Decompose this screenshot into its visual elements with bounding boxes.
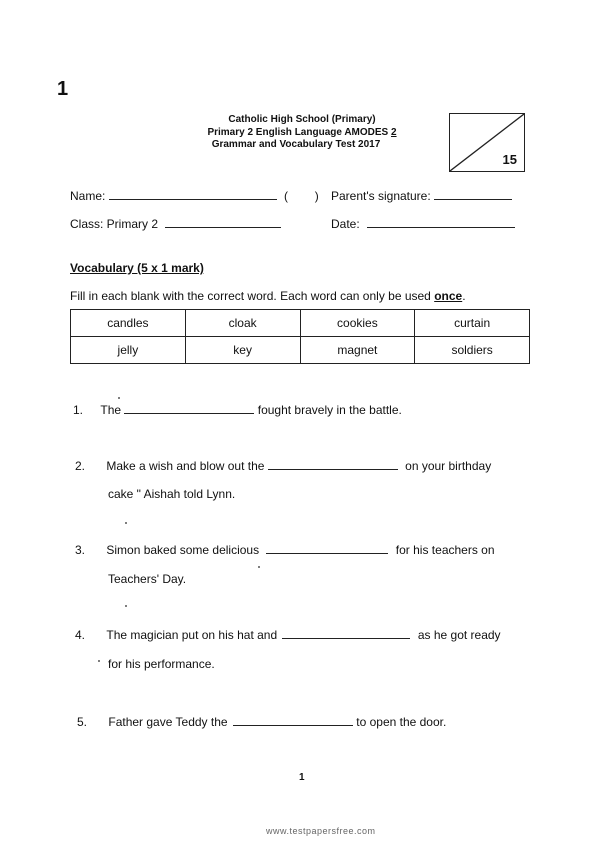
question-4 bbox=[75, 628, 501, 642]
answer-blank-3[interactable] bbox=[266, 543, 388, 554]
school-name: Catholic High School (Primary) bbox=[228, 114, 376, 125]
question-text-before: Simon baked some delicious bbox=[106, 543, 260, 557]
question-3 bbox=[75, 543, 495, 557]
scan-speck bbox=[118, 397, 120, 399]
word-bank-cell: soldiers bbox=[415, 337, 530, 364]
question-text-after: to open the door. bbox=[356, 715, 447, 729]
question-number: 2. bbox=[75, 459, 86, 473]
question-2 bbox=[75, 459, 491, 473]
word-bank-cell: key bbox=[185, 337, 300, 364]
name-label: Name: bbox=[70, 189, 106, 203]
instruction bbox=[70, 289, 466, 303]
question-text-before: The bbox=[100, 403, 122, 417]
question-2-continued: cake " Aishah told Lynn. bbox=[108, 487, 236, 501]
question-1 bbox=[73, 403, 402, 417]
name-field[interactable] bbox=[109, 189, 277, 200]
question-text-before: Father gave Teddy the bbox=[108, 715, 228, 729]
subject-text: Primary 2 English Language AMODES bbox=[207, 126, 391, 138]
parent-signature-label: Parent's signature: bbox=[331, 189, 431, 203]
question-text-before: Make a wish and blow out the bbox=[106, 459, 265, 473]
scan-speck bbox=[125, 522, 127, 524]
page-number: 1 bbox=[57, 78, 69, 100]
question-number: 1. bbox=[73, 403, 84, 417]
question-4-continued: for his performance. bbox=[108, 657, 215, 671]
parent-signature-field[interactable] bbox=[434, 189, 512, 200]
score-box bbox=[449, 113, 525, 172]
class-label: Class: Primary 2 bbox=[70, 217, 159, 231]
instruction-text: Fill in each blank with the correct word. Each word can only be used bbox=[70, 289, 435, 303]
scan-speck bbox=[258, 566, 260, 568]
section-title: Vocabulary (5 x 1 mark) bbox=[70, 261, 204, 275]
word-bank-cell: cloak bbox=[185, 310, 300, 337]
word-bank-cell: candles bbox=[71, 310, 186, 337]
word-bank-cell: jelly bbox=[71, 337, 186, 364]
word-bank-row bbox=[71, 310, 530, 337]
word-bank-cell: cookies bbox=[300, 310, 415, 337]
instruction-emphasis: once bbox=[434, 289, 463, 303]
date-row bbox=[331, 217, 515, 231]
question-number: 4. bbox=[75, 628, 86, 642]
question-text-after: for his teachers on bbox=[395, 543, 495, 557]
test-title: Grammar and Vocabulary Test 2017 bbox=[211, 139, 381, 150]
question-text-after: as he got ready bbox=[417, 628, 501, 642]
date-field[interactable] bbox=[367, 217, 515, 228]
class-row bbox=[70, 217, 281, 231]
word-bank-cell: curtain bbox=[415, 310, 530, 337]
word-bank-table bbox=[70, 309, 530, 364]
website-watermark: www.testpapersfree.com bbox=[266, 826, 376, 836]
question-text-after: on your birthday bbox=[405, 459, 492, 473]
parent-signature-row bbox=[331, 189, 512, 203]
scan-speck bbox=[125, 605, 127, 607]
question-text-before: The magician put on his hat and bbox=[106, 628, 278, 642]
register-bracket-open: ( bbox=[284, 189, 289, 203]
subject-level: 2 bbox=[391, 126, 397, 138]
date-label: Date: bbox=[331, 217, 360, 231]
scan-speck bbox=[98, 660, 100, 662]
score-total: 15 bbox=[502, 152, 517, 167]
answer-blank-5[interactable] bbox=[233, 715, 353, 726]
answer-blank-2[interactable] bbox=[268, 459, 398, 470]
question-3-continued: Teachers' Day. bbox=[108, 572, 187, 586]
question-number: 5. bbox=[77, 715, 88, 729]
answer-blank-1[interactable] bbox=[124, 403, 254, 414]
question-5 bbox=[77, 715, 446, 729]
instruction-end: . bbox=[462, 289, 466, 303]
class-field[interactable] bbox=[165, 217, 281, 228]
register-bracket-close: ) bbox=[314, 189, 319, 203]
question-number: 3. bbox=[75, 543, 86, 557]
word-bank-row bbox=[71, 337, 530, 364]
word-bank-cell: magnet bbox=[300, 337, 415, 364]
name-row bbox=[70, 189, 319, 203]
question-text-after: fought bravely in the battle. bbox=[257, 403, 402, 417]
footer-page-number: 1 bbox=[299, 772, 305, 783]
answer-blank-4[interactable] bbox=[282, 628, 410, 639]
